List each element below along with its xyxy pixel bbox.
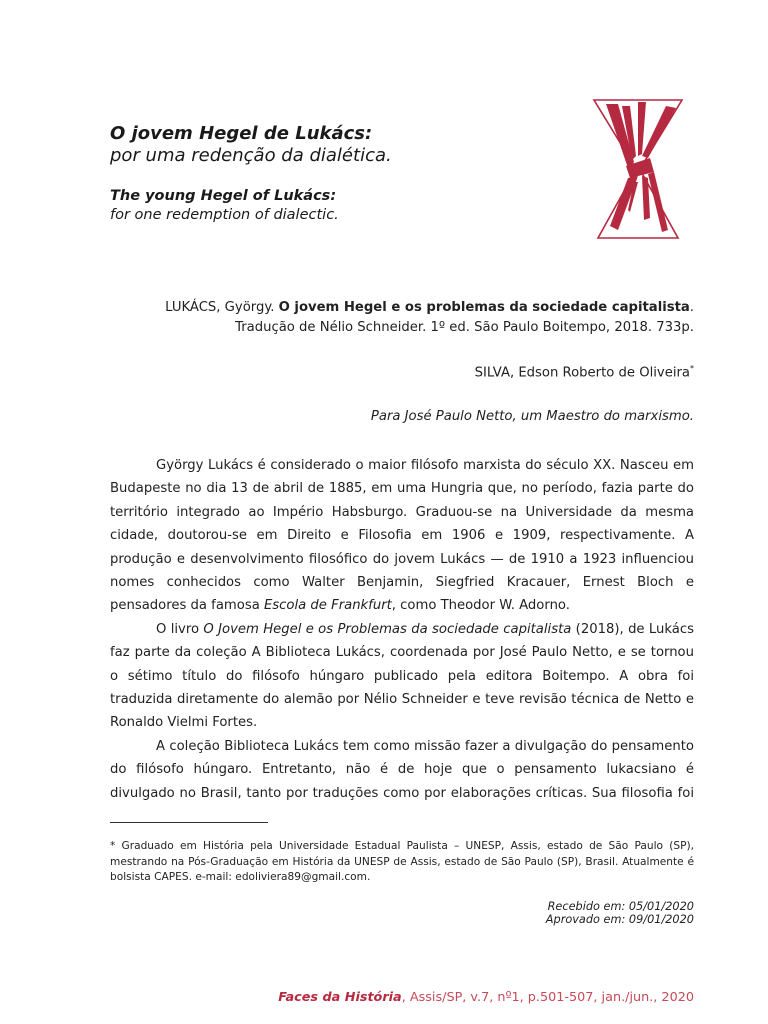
title-portuguese xyxy=(110,123,392,167)
body-text xyxy=(110,454,694,805)
review-author xyxy=(110,360,694,382)
journal-name: Faces da História xyxy=(278,990,402,1005)
title-en-subtitle: for one redemption of dialectic. xyxy=(110,207,339,223)
emphasis: Escola de Frankfurt xyxy=(263,598,392,614)
dedication: Para José Paulo Netto, um Maestro do marxismo. xyxy=(370,409,694,424)
footnote-divider xyxy=(110,822,268,823)
title-en-main: The young Hegel of Lukács: xyxy=(110,188,337,204)
footnote-marker: * xyxy=(690,364,694,373)
title-english xyxy=(110,187,339,225)
approved-date: Aprovado em: 09/01/2020 xyxy=(545,913,694,926)
reference-book-title: O jovem Hegel e os problemas da sociedade capitalista xyxy=(278,300,690,315)
paragraph: O livro O Jovem Hegel e os Problemas da sociedade capitalista (2018), de Lukács faz parte da coleção A Biblioteca Lukács, coordenada por José Paulo Netto, e se tornou o sétimo título do filósofo húngaro publicado pela editora Boitempo. A obra foi traduzida diretamente do alemão por Nélio Schneider e teve revisão técnica de Netto e Ronaldo Vielmi Fortes. xyxy=(110,621,694,731)
title-pt-subtitle: por uma redenção da dialética. xyxy=(110,145,392,166)
paragraph: A coleção Biblioteca Lukács tem como missão fazer a divulgação do pensamento do filósofo húngaro. Entretanto, não é de hoje que o pensamento lukacsiano é divulgado no Brasil, tanto por traduções como por elaborações críticas. Sua filosofia foi xyxy=(110,738,694,801)
paragraph: György Lukács é considerado o maior filósofo marxista do século XX. Nasceu em Budapeste no dia 13 de abril de 1885, em uma Hungria que, no período, fazia parte do território integrado ao Império Habsburgo. Graduou-se na Universidade da mesma cidade, doutorou-se em Direito e Filosofia em 1906 e 1909, respectivamente. A produção e desenvolvimento filosófico do jovem Lukács — de 1910 a 1923 influenciou nomes conhecidos como Walter Benjamin, Siegfried Kracauer, Ernest Bloch e pensadores da famosa Escola de Frankfurt, como Theodor W. Adorno. xyxy=(110,458,694,614)
author-name: SILVA, Edson Roberto de Oliveira xyxy=(474,365,690,381)
journal-logo-icon xyxy=(588,96,688,242)
footnote: * Graduado em História pela Universidade Estadual Paulista – UNESP, Assis, estado de São Paulo (SP), mestrando na Pós-Graduação em História da UNESP de Assis, estado de São Paulo (SP), Brasil. Atualmente é bolsista CAPES. e-mail: edoliviera89@gmail.com. xyxy=(110,840,694,883)
citation-details: , Assis/SP, v.7, nº1, p.501-507, jan./jun., 2020 xyxy=(401,990,694,1005)
reference-author: LUKÁCS, György. xyxy=(165,300,279,315)
title-pt-main: O jovem Hegel de Lukács: xyxy=(110,123,373,144)
reference-details: . Tradução de Nélio Schneider. 1º ed. São Paulo Boitempo, 2018. 733p. xyxy=(235,300,694,335)
book-reference xyxy=(110,298,694,338)
emphasis: O Jovem Hegel e os Problemas da sociedade capitalista xyxy=(203,621,572,637)
running-footer xyxy=(110,990,694,1005)
received-date: Recebido em: 05/01/2020 xyxy=(547,900,694,913)
submission-dates xyxy=(110,900,694,926)
